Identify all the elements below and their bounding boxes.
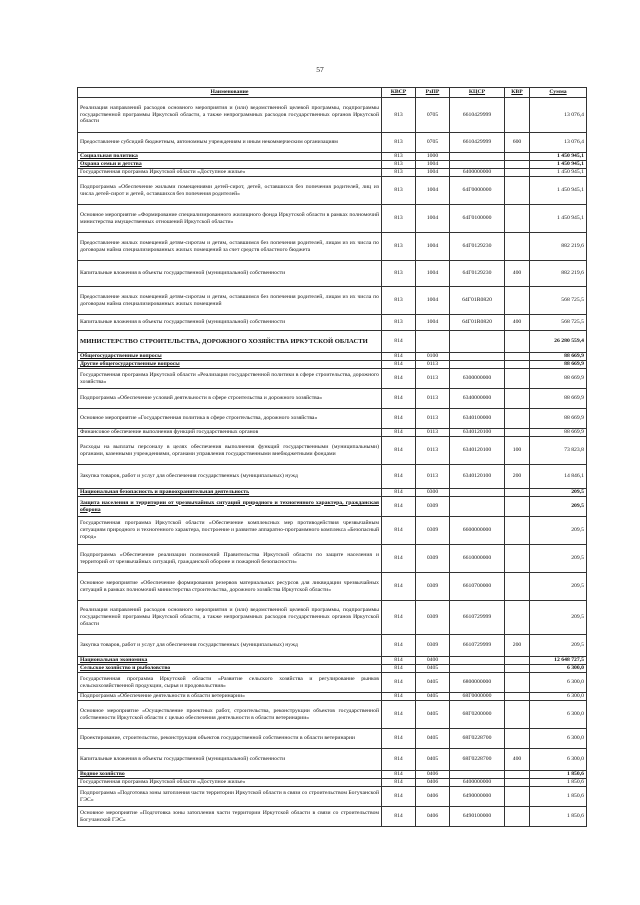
row-kcsr: 6610729999	[450, 601, 505, 635]
row-kvr	[505, 169, 530, 177]
row-name: Капитальные вложения в объекты государственной (муниципальной) собственности	[78, 315, 382, 331]
table-row	[78, 787, 587, 807]
row-kvr	[505, 807, 530, 827]
row-name: Реализация направлений расходов основного мероприятия и (или) ведомственной целевой программы, подпрограммы государственной программы Иркутской области, а также непрограммных расходов государственных органов Иркутской области	[78, 98, 382, 133]
row-kcsr	[450, 657, 505, 665]
table-row	[78, 409, 587, 429]
row-kvr	[505, 389, 530, 409]
table-row	[78, 177, 587, 205]
row-name: Закупка товаров, работ и услуг для обеспечения государственных (муниципальных) нужд	[78, 635, 382, 657]
page-number: 57	[316, 65, 324, 74]
row-rzpr: 0113	[416, 389, 450, 409]
row-kcsr: 6610429999	[450, 98, 505, 133]
row-name: Предоставление жилых помещений детям-сиротам и детям, оставшимся без попечения родителей, лицам из их числа по договорам найма специализированных жилых помещений	[78, 287, 382, 315]
row-rzpr: 0405	[416, 701, 450, 729]
row-kcsr: 68Г0228700	[450, 749, 505, 771]
row-sum: 1 450 945,1	[530, 169, 587, 177]
row-name: Основное мероприятие «Подготовка зоны затопления части территории Иркутской области в связи со строительством Богучанской ГЭС»	[78, 807, 382, 827]
row-sum: 1 450 945,1	[530, 153, 587, 161]
row-kcsr: 6300000000	[450, 369, 505, 389]
row-rzpr: 0309	[416, 497, 450, 517]
row-sum: 209,5	[530, 635, 587, 657]
row-kvr	[505, 369, 530, 389]
row-kcsr	[450, 489, 505, 497]
row-kvsr: 814	[382, 673, 416, 693]
row-sum: 1 850,6	[530, 807, 587, 827]
row-name: Общегосударственные вопросы	[78, 353, 382, 361]
row-sum: 88 669,9	[530, 389, 587, 409]
row-sum: 209,5	[530, 517, 587, 545]
row-sum: 209,5	[530, 489, 587, 497]
row-rzpr: 0405	[416, 665, 450, 673]
row-sum: 1 450 945,1	[530, 177, 587, 205]
row-kvsr: 814	[382, 787, 416, 807]
row-rzpr: 0113	[416, 437, 450, 465]
row-name: Другие общегосударственные вопросы	[78, 361, 382, 369]
table-row	[78, 205, 587, 233]
row-rzpr: 0113	[416, 429, 450, 437]
row-sum: 12 648 727,5	[530, 657, 587, 665]
row-kvr: 400	[505, 749, 530, 771]
row-sum: 6 300,0	[530, 673, 587, 693]
table-header-row	[78, 88, 587, 98]
row-rzpr: 0113	[416, 361, 450, 369]
row-rzpr: 0405	[416, 693, 450, 701]
row-name: Национальная экономика	[78, 657, 382, 665]
row-kvsr: 813	[382, 315, 416, 331]
row-kvsr: 813	[382, 98, 416, 133]
row-name: Капитальные вложения в объекты государственной (муниципальной) собственности	[78, 261, 382, 287]
row-kcsr: 64Г01R0820	[450, 287, 505, 315]
row-rzpr: 1004	[416, 287, 450, 315]
row-kcsr: 6490000000	[450, 787, 505, 807]
row-kcsr: 64Г01R0820	[450, 315, 505, 331]
row-sum: 209,5	[530, 573, 587, 601]
table-row	[78, 287, 587, 315]
row-kvsr: 813	[382, 153, 416, 161]
row-kvsr: 813	[382, 169, 416, 177]
table-row	[78, 437, 587, 465]
row-kvr	[505, 573, 530, 601]
table-row	[78, 261, 587, 287]
row-kvr	[505, 287, 530, 315]
table-row	[78, 169, 587, 177]
row-name: Национальная безопасность и правоохранительная деятельность	[78, 489, 382, 497]
row-name: Проектирование, строительство, реконструкция объектов государственной собственности в области ветеринарии	[78, 729, 382, 749]
row-kvr	[505, 98, 530, 133]
row-kvsr: 814	[382, 693, 416, 701]
table-row	[78, 369, 587, 389]
row-kcsr: 64Г0129230	[450, 233, 505, 261]
row-rzpr: 0113	[416, 369, 450, 389]
row-sum: 882 219,6	[530, 233, 587, 261]
row-kvsr: 814	[382, 729, 416, 749]
table-row	[78, 389, 587, 409]
row-kcsr: 6610729999	[450, 635, 505, 657]
row-kvr	[505, 353, 530, 361]
table-row	[78, 465, 587, 489]
table-row	[78, 771, 587, 779]
row-kcsr: 6340120100	[450, 429, 505, 437]
row-rzpr: 0406	[416, 779, 450, 787]
row-kvr	[505, 409, 530, 429]
row-rzpr: 0406	[416, 807, 450, 827]
row-kvsr: 814	[382, 657, 416, 665]
row-rzpr: 0405	[416, 729, 450, 749]
row-kvsr: 814	[382, 497, 416, 517]
row-kvr	[505, 771, 530, 779]
row-kvsr: 814	[382, 369, 416, 389]
row-sum: 73 823,8	[530, 437, 587, 465]
row-name: Основное мероприятие «Государственная политика в сфере строительства, дорожного хозяйства»	[78, 409, 382, 429]
row-kvsr: 814	[382, 701, 416, 729]
row-sum: 88 669,9	[530, 369, 587, 389]
row-kvsr: 814	[382, 601, 416, 635]
table-row	[78, 429, 587, 437]
row-kvsr: 813	[382, 261, 416, 287]
row-kvr: 200	[505, 635, 530, 657]
row-sum: 88 669,9	[530, 353, 587, 361]
table-row	[78, 665, 587, 673]
row-sum: 6 300,0	[530, 701, 587, 729]
row-kcsr	[450, 665, 505, 673]
row-rzpr: 0705	[416, 133, 450, 153]
row-kvsr: 814	[382, 361, 416, 369]
row-name: Подпрограмма «Обеспечение жилыми помещениями детей-сирот, детей, оставшихся без попечения родителей, лиц из числа детей-сирот и детей, оставшихся без попечения родителей»	[78, 177, 382, 205]
row-kvr	[505, 787, 530, 807]
table-body	[78, 98, 587, 827]
row-name: Реализация направлений расходов основного мероприятия и (или) ведомственной целевой программы, подпрограммы государственной программы Иркутской области, а также непрограммных расходов государственных органов Иркутской области	[78, 601, 382, 635]
row-name: Расходы на выплаты персоналу в целях обеспечения выполнения функций государственными (муниципальными) органами, казенными учреждениями, органами управления государственными внебюджетными фондами	[78, 437, 382, 465]
row-kcsr: 68Г0000000	[450, 693, 505, 701]
table-row	[78, 497, 587, 517]
table-row	[78, 807, 587, 827]
row-sum: 209,5	[530, 545, 587, 573]
row-name: Закупка товаров, работ и услуг для обеспечения государственных (муниципальных) нужд	[78, 465, 382, 489]
table-row	[78, 779, 587, 787]
row-kvsr: 814	[382, 465, 416, 489]
table-row	[78, 315, 587, 331]
table-row	[78, 153, 587, 161]
row-name: Водное хозяйство	[78, 771, 382, 779]
row-sum: 1 450 945,1	[530, 205, 587, 233]
row-kvr: 100	[505, 437, 530, 465]
row-rzpr: 1004	[416, 161, 450, 169]
row-name: Защита населения и территории от чрезвычайных ситуаций природного и техногенного характера, гражданская оборона	[78, 497, 382, 517]
table-row	[78, 161, 587, 169]
row-kvsr: 814	[382, 779, 416, 787]
row-name: Сельское хозяйство и рыболовство	[78, 665, 382, 673]
row-kcsr	[450, 331, 505, 353]
row-rzpr: 0309	[416, 573, 450, 601]
row-kcsr	[450, 161, 505, 169]
row-name: Капитальные вложения в объекты государственной (муниципальной) собственности	[78, 749, 382, 771]
table-row	[78, 133, 587, 153]
row-rzpr: 1004	[416, 169, 450, 177]
row-rzpr: 0309	[416, 517, 450, 545]
row-kvr	[505, 153, 530, 161]
row-kvr	[505, 517, 530, 545]
row-kvr	[505, 665, 530, 673]
table-row	[78, 729, 587, 749]
row-kvsr: 813	[382, 205, 416, 233]
row-kvr	[505, 205, 530, 233]
table-row	[78, 701, 587, 729]
table-row	[78, 98, 587, 133]
table-row	[78, 545, 587, 573]
row-name: Социальная политика	[78, 153, 382, 161]
row-name: Государственная программа Иркутской области «Доступное жилье»	[78, 779, 382, 787]
row-kvsr: 814	[382, 573, 416, 601]
header-rzpr: РзПР	[416, 88, 450, 98]
row-name: Государственная программа Иркутской области «Доступное жилье»	[78, 169, 382, 177]
row-kvr: 200	[505, 465, 530, 489]
row-sum: 13 076,4	[530, 133, 587, 153]
row-kvsr: 814	[382, 517, 416, 545]
row-rzpr: 0406	[416, 771, 450, 779]
row-rzpr: 0309	[416, 635, 450, 657]
row-kvsr: 814	[382, 771, 416, 779]
row-kcsr: 6610429999	[450, 133, 505, 153]
row-rzpr: 1004	[416, 261, 450, 287]
table-row	[78, 517, 587, 545]
row-sum: 6 300,0	[530, 729, 587, 749]
row-kcsr: 6600000000	[450, 517, 505, 545]
header-sum: Сумма	[530, 88, 587, 98]
row-name: Предоставление жилых помещений детям-сиротам и детям, оставшимся без попечения родителей, лицам из их числа по договорам найма специализированных жилых помещений за счет средств областного бюджета	[78, 233, 382, 261]
row-kvr	[505, 331, 530, 353]
row-sum: 1 850,6	[530, 787, 587, 807]
row-kcsr	[450, 771, 505, 779]
row-name: Государственная программа Иркутской области «Обеспечение комплексных мер противодействия чрезвычайным ситуациям природного и техногенного характера, построение и развитие аппаратно-программного комплекса «Безопасный город»	[78, 517, 382, 545]
row-kvr	[505, 601, 530, 635]
row-kvr	[505, 779, 530, 787]
row-kvr	[505, 693, 530, 701]
header-kvsr: КВСР	[382, 88, 416, 98]
table-row	[78, 693, 587, 701]
row-kvr	[505, 729, 530, 749]
row-kcsr: 64Г0000000	[450, 177, 505, 205]
table-row	[78, 601, 587, 635]
row-kvsr: 814	[382, 409, 416, 429]
row-name: Основное мероприятие «Осуществление проектных работ, строительства, реконструкции объектов государственной собственности Иркутской области с целью обеспечения деятельности в области ветеринарии»	[78, 701, 382, 729]
row-rzpr: 0309	[416, 545, 450, 573]
row-name: Охрана семьи и детства	[78, 161, 382, 169]
row-name: Основное мероприятие «Обеспечение формирования резервов материальных ресурсов для ликвидации чрезвычайных ситуаций в рамках полномочий министерства строительства, дорожного хозяйства Иркутской области»	[78, 573, 382, 601]
row-name: Основное мероприятие «Формирование специализированного жилищного фонда Иркутской области в рамках полномочий министерства имущественных отношений Иркутской области»	[78, 205, 382, 233]
header-name: Наименование	[78, 88, 382, 98]
row-kvsr: 813	[382, 161, 416, 169]
row-kcsr: 6340100000	[450, 409, 505, 429]
table-row	[78, 673, 587, 693]
row-kcsr: 6610000000	[450, 545, 505, 573]
row-kvr: 400	[505, 261, 530, 287]
row-kvr	[505, 361, 530, 369]
row-kvsr: 814	[382, 437, 416, 465]
row-kvr	[505, 657, 530, 665]
row-sum: 209,5	[530, 497, 587, 517]
row-sum: 6 300,0	[530, 693, 587, 701]
row-kvr: 600	[505, 133, 530, 153]
row-rzpr: 1004	[416, 177, 450, 205]
row-kcsr: 6800000000	[450, 673, 505, 693]
row-kcsr: 64Г0129230	[450, 261, 505, 287]
row-rzpr: 0309	[416, 601, 450, 635]
row-sum: 568 725,5	[530, 287, 587, 315]
table-row	[78, 573, 587, 601]
row-kvr	[505, 489, 530, 497]
row-sum: 209,5	[530, 601, 587, 635]
row-name: Государственная программа Иркутской области «Развитие сельского хозяйства и регулирование рынков сельскохозяйственной продукции, сырья и продовольствия»	[78, 673, 382, 693]
row-rzpr: 0300	[416, 489, 450, 497]
row-name: Подпрограмма «Подготовка зоны затопления части территории Иркутской области в связи со строительством Богучанской ГЭС»	[78, 787, 382, 807]
row-kvr	[505, 497, 530, 517]
row-kvsr: 813	[382, 233, 416, 261]
row-kvsr: 814	[382, 331, 416, 353]
header-kvr: КВР	[505, 88, 530, 98]
table-row	[78, 361, 587, 369]
row-kvr	[505, 177, 530, 205]
row-sum: 1 450 945,1	[530, 161, 587, 169]
table-row	[78, 233, 587, 261]
row-kvsr: 814	[382, 665, 416, 673]
row-name: Подпрограмма «Обеспечение реализации полномочий Правительства Иркутской области по защите населения и территорий от чрезвычайных ситуаций, гражданской обороне и пожарной безопасности»	[78, 545, 382, 573]
row-kvsr: 813	[382, 287, 416, 315]
row-kvsr: 813	[382, 133, 416, 153]
row-rzpr: 0405	[416, 749, 450, 771]
row-sum: 26 280 559,4	[530, 331, 587, 353]
row-rzpr: 0406	[416, 787, 450, 807]
row-kcsr: 64Г0100000	[450, 205, 505, 233]
row-kcsr: 6490100000	[450, 807, 505, 827]
row-kvsr: 814	[382, 389, 416, 409]
row-sum: 88 669,9	[530, 409, 587, 429]
row-sum: 88 669,9	[530, 361, 587, 369]
row-rzpr: 1000	[416, 153, 450, 161]
row-kvr	[505, 161, 530, 169]
row-rzpr: 1004	[416, 233, 450, 261]
row-name: Предоставление субсидий бюджетным, автономным учреждениям и иным некоммерческим организациям	[78, 133, 382, 153]
row-kvr	[505, 429, 530, 437]
table-row	[78, 749, 587, 771]
row-kvr	[505, 545, 530, 573]
row-kvsr: 813	[382, 177, 416, 205]
row-kcsr	[450, 361, 505, 369]
row-name: Подпрограмма «Обеспечение деятельности в области ветеринарии»	[78, 693, 382, 701]
row-kvsr: 814	[382, 545, 416, 573]
row-rzpr: 1004	[416, 315, 450, 331]
row-kvsr: 814	[382, 429, 416, 437]
row-rzpr: 1004	[416, 205, 450, 233]
row-kvsr: 814	[382, 489, 416, 497]
row-kvr: 400	[505, 315, 530, 331]
row-name: Подпрограмма «Обеспечение условий деятельности в сфере строительства и дорожного хозяйства»	[78, 389, 382, 409]
row-rzpr	[416, 331, 450, 353]
budget-table	[77, 87, 587, 827]
row-kcsr	[450, 497, 505, 517]
row-sum: 568 725,5	[530, 315, 587, 331]
row-kvr	[505, 673, 530, 693]
row-name: МИНИСТЕРСТВО СТРОИТЕЛЬСТВА, ДОРОЖНОГО ХОЗЯЙСТВА ИРКУТСКОЙ ОБЛАСТИ	[78, 331, 382, 353]
row-sum: 13 076,4	[530, 98, 587, 133]
row-rzpr: 0100	[416, 353, 450, 361]
row-kcsr: 6340120100	[450, 465, 505, 489]
row-kcsr: 68Г0228700	[450, 729, 505, 749]
row-kvsr: 814	[382, 353, 416, 361]
row-kcsr: 6340120100	[450, 437, 505, 465]
row-kvr	[505, 701, 530, 729]
row-rzpr: 0113	[416, 465, 450, 489]
row-kcsr	[450, 353, 505, 361]
row-sum: 6 300,0	[530, 665, 587, 673]
row-rzpr: 0400	[416, 657, 450, 665]
row-sum: 1 850,6	[530, 771, 587, 779]
row-rzpr: 0705	[416, 98, 450, 133]
row-rzpr: 0113	[416, 409, 450, 429]
table-row	[78, 635, 587, 657]
row-kcsr: 6400000000	[450, 169, 505, 177]
row-kvsr: 814	[382, 807, 416, 827]
row-kvr	[505, 233, 530, 261]
row-kcsr: 6340000000	[450, 389, 505, 409]
row-kcsr: 68Г0200000	[450, 701, 505, 729]
row-rzpr: 0405	[416, 673, 450, 693]
table-row	[78, 657, 587, 665]
row-sum: 14 846,1	[530, 465, 587, 489]
row-kcsr: 6610700000	[450, 573, 505, 601]
row-kcsr: 6400000000	[450, 779, 505, 787]
row-sum: 6 300,0	[530, 749, 587, 771]
row-name: Финансовое обеспечение выполнения функций государственных органов	[78, 429, 382, 437]
table-row	[78, 489, 587, 497]
row-kvsr: 814	[382, 749, 416, 771]
row-kvsr: 814	[382, 635, 416, 657]
header-kcsr: КЦСР	[450, 88, 505, 98]
table-row	[78, 353, 587, 361]
table-row	[78, 331, 587, 353]
row-sum: 882 219,6	[530, 261, 587, 287]
row-kcsr	[450, 153, 505, 161]
row-sum: 1 850,6	[530, 779, 587, 787]
row-name: Государственная программа Иркутской области «Реализация государственной политики в сфере строительства, дорожного хозяйства»	[78, 369, 382, 389]
row-sum: 88 669,9	[530, 429, 587, 437]
